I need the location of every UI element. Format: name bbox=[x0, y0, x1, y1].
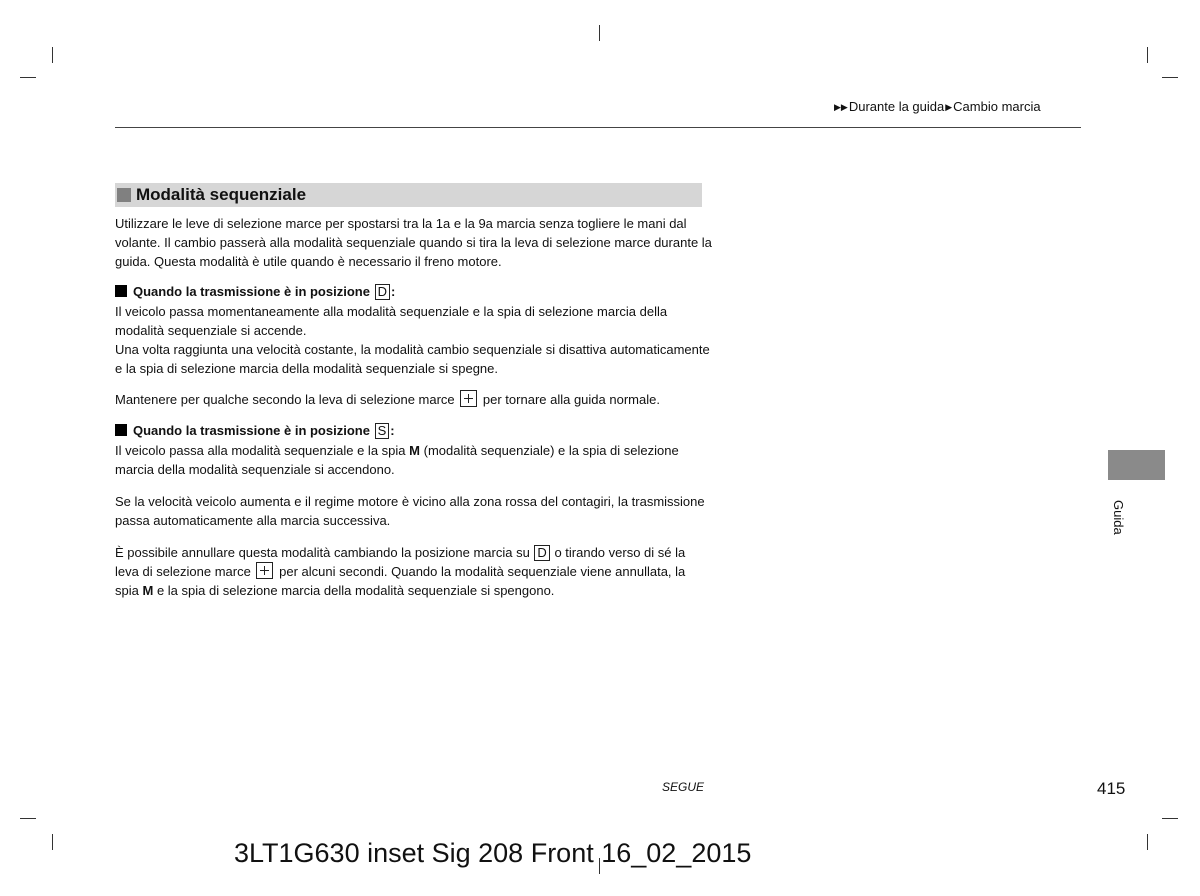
crop-mark bbox=[1162, 77, 1178, 78]
crop-mark bbox=[20, 818, 36, 819]
crop-mark bbox=[1162, 818, 1178, 819]
crop-mark bbox=[599, 25, 600, 41]
crop-mark bbox=[1147, 834, 1148, 850]
breadcrumb-item-1: Durante la guida bbox=[848, 99, 945, 114]
sub-s-para2 bbox=[115, 492, 710, 530]
sub-s-para1-b: (modalità sequenziale) e la spia di selezione marcia della modalità sequenziale si accendono. bbox=[115, 443, 679, 477]
crop-mark bbox=[52, 834, 53, 850]
hold-text-before: Mantenere per qualche secondo la leva di selezione marce bbox=[115, 392, 455, 407]
chapter-tab-label: Guida bbox=[1111, 500, 1126, 535]
intro-text: Utilizzare le leve di selezione marce per spostarsi tra la 1a e la 9a marcia senza togliere le mani dal volante. Il cambio passerà alla modalità sequenziale quando si tira la leva di selezione marce durante la guida. Questa modalità è utile quando è necessario il freno motore. bbox=[115, 216, 712, 269]
sub-d-para2: Una volta raggiunta una velocità costante, la modalità cambio sequenziale si disattiva automaticamente e la spia di selezione marcia della modalità sequenziale si spegne. bbox=[115, 342, 710, 376]
sub-s-para3-d: e la spia di selezione marcia della modalità sequenziale si spengono. bbox=[156, 583, 555, 598]
subheading-d-text: Quando la trasmissione è in posizione bbox=[133, 284, 370, 299]
header-rule bbox=[115, 127, 1081, 128]
indicator-m: M bbox=[409, 443, 420, 458]
crop-mark bbox=[1147, 47, 1148, 63]
continued-label: SEGUE bbox=[662, 780, 705, 794]
sub-s-para1 bbox=[115, 441, 705, 479]
sub-s-para3-c: per alcuni secondi. Quando la modalità sequenziale viene annullata, la spia bbox=[115, 564, 686, 598]
chapter-tab bbox=[1108, 450, 1165, 480]
subheading-d: Quando la trasmissione è in posizione D : bbox=[115, 284, 395, 300]
breadcrumb-item-2: Cambio marcia bbox=[953, 99, 1041, 114]
double-triangle-icon: ▶▶ bbox=[834, 102, 848, 112]
black-square-icon bbox=[115, 285, 127, 297]
section-square-icon bbox=[117, 188, 131, 202]
indicator-m: M bbox=[142, 583, 154, 598]
crop-mark bbox=[20, 77, 36, 78]
black-square-icon bbox=[115, 424, 127, 436]
sub-s-para1-text bbox=[115, 441, 705, 479]
sub-s-para2-text: Se la velocità veicolo aumenta e il regime motore è vicino alla zona rossa del contagiri, la trasmissione passa automaticamente alla marcia successiva. bbox=[115, 494, 705, 528]
gear-key-s: S bbox=[375, 423, 390, 439]
subheading-s-text: Quando la trasmissione è in posizione bbox=[133, 423, 370, 438]
sub-s-para3-a: È possibile annullare questa modalità cambiando la posizione marcia su bbox=[115, 545, 530, 560]
crop-mark bbox=[52, 47, 53, 63]
print-slug: 3LT1G630 inset Sig 208 Front 16_02_2015 bbox=[234, 838, 752, 868]
page-number: 415 bbox=[1097, 779, 1126, 798]
triangle-icon: ▶ bbox=[945, 102, 953, 112]
sub-d-body bbox=[115, 302, 715, 378]
sub-s-para3-text bbox=[115, 543, 710, 600]
sub-s-para1-a: Il veicolo passa alla modalità sequenziale e la spia bbox=[115, 443, 406, 458]
sub-s-para3-b: o tirando verso di sé la leva di selezione marce bbox=[115, 545, 686, 579]
plus-key-icon bbox=[460, 390, 477, 407]
sub-s-para3 bbox=[115, 543, 710, 600]
breadcrumb bbox=[834, 99, 1041, 114]
plus-key-icon bbox=[256, 562, 273, 579]
subheading-s: Quando la trasmissione è in posizione S : bbox=[115, 423, 395, 439]
section-heading-bar bbox=[115, 183, 702, 207]
hold-paragraph bbox=[115, 390, 735, 409]
section-title: Modalità sequenziale bbox=[136, 185, 307, 204]
gear-key-d: D bbox=[534, 545, 549, 561]
hold-text-after: per tornare alla guida normale. bbox=[482, 392, 660, 407]
intro-paragraph bbox=[115, 214, 715, 271]
sub-d-para1: Il veicolo passa momentaneamente alla modalità sequenziale e la spia di selezione marcia della modalità sequenziale si accende. bbox=[115, 304, 668, 338]
gear-key-d: D bbox=[375, 284, 390, 300]
